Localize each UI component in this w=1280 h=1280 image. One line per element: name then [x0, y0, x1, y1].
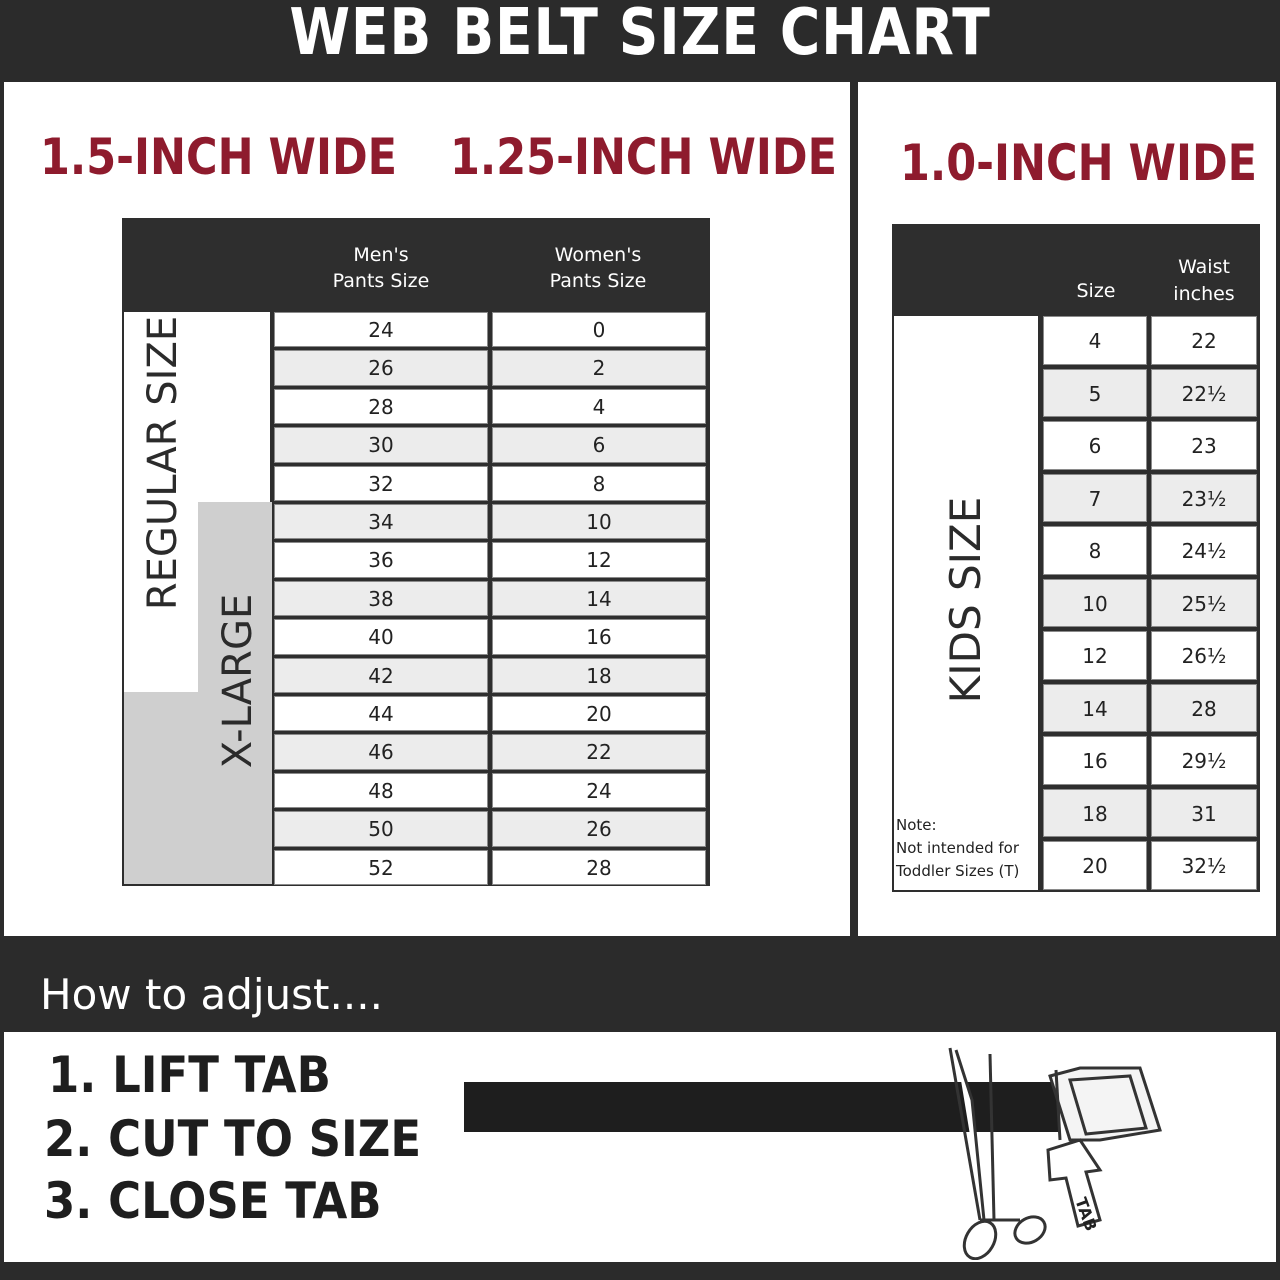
- mens-size-cell: 28: [274, 389, 488, 424]
- page-title: WEB BELT SIZE CHART: [289, 0, 991, 70]
- buckle-icon: [1050, 1068, 1160, 1140]
- womens-size-cell: 0: [492, 312, 706, 347]
- step-2: 2. CUT TO SIZE: [44, 1110, 422, 1168]
- table-row: [272, 850, 710, 885]
- kids-size-cell: 6: [1043, 421, 1147, 470]
- mens-size-cell: 52: [274, 850, 488, 885]
- mens-header: Men's Pants Size: [332, 244, 430, 292]
- kids-waist-cell: 25½: [1151, 579, 1257, 628]
- regular-size-label: REGULAR SIZE: [140, 315, 186, 611]
- kids-note: Note: Not intended for Toddler Sizes (T): [896, 816, 1020, 880]
- womens-size-cell: 4: [492, 389, 706, 424]
- womens-size-cell: 16: [492, 619, 706, 654]
- womens-size-cell: 2: [492, 350, 706, 385]
- kids-size-cell: 5: [1043, 369, 1147, 418]
- womens-size-cell: 22: [492, 734, 706, 769]
- tab-label: TAB: [1071, 1194, 1101, 1234]
- table-row: [272, 811, 710, 846]
- kids-size-cell: 12: [1043, 631, 1147, 680]
- table-row: [272, 734, 710, 769]
- womens-size-cell: 28: [492, 850, 706, 885]
- mens-size-cell: 30: [274, 427, 488, 462]
- table-row: [1040, 369, 1260, 418]
- womens-size-cell: 24: [492, 773, 706, 808]
- table-row: [1040, 579, 1260, 628]
- table-row: [272, 427, 710, 462]
- kids-waist-cell: 32½: [1151, 841, 1257, 890]
- mens-size-cell: 26: [274, 350, 488, 385]
- kids-waist-cell: 28: [1151, 684, 1257, 733]
- table-row: [1040, 841, 1260, 890]
- table-row: [1040, 789, 1260, 838]
- kids-size-cell: 18: [1043, 789, 1147, 838]
- mens-size-cell: 32: [274, 466, 488, 501]
- kids-waist-header: Waist inches: [1173, 256, 1235, 305]
- womens-size-cell: 20: [492, 696, 706, 731]
- kids-size-cell: 14: [1043, 684, 1147, 733]
- mens-size-cell: 48: [274, 773, 488, 808]
- kids-waist-cell: 23: [1151, 421, 1257, 470]
- mens-size-cell: 36: [274, 542, 488, 577]
- kids-size-cell: 20: [1043, 841, 1147, 890]
- mens-size-cell: 50: [274, 811, 488, 846]
- mens-size-cell: 46: [274, 734, 488, 769]
- mens-size-cell: 42: [274, 658, 488, 693]
- table-row: [1040, 316, 1260, 365]
- table-row: [1040, 631, 1260, 680]
- step-1: 1. LIFT TAB: [48, 1046, 331, 1104]
- width-heading-1-0: 1.0-INCH WIDE: [900, 134, 1258, 192]
- scissors-icon: [950, 1048, 1050, 1260]
- kids-waist-cell: 31: [1151, 789, 1257, 838]
- kids-waist-cell: 29½: [1151, 736, 1257, 785]
- table-row: [272, 466, 710, 501]
- mens-size-cell: 44: [274, 696, 488, 731]
- kids-rows: [1040, 314, 1260, 892]
- kids-waist-cell: 26½: [1151, 631, 1257, 680]
- table-row: [272, 312, 710, 347]
- table-row: [272, 658, 710, 693]
- kids-size-header: Size: [1076, 280, 1116, 302]
- mens-size-cell: 24: [274, 312, 488, 347]
- table-row: [1040, 684, 1260, 733]
- table-row: [272, 504, 710, 539]
- adult-rows: [272, 310, 710, 886]
- kids-size-cell: 10: [1043, 579, 1147, 628]
- table-row: [272, 389, 710, 424]
- kids-size-cell: 16: [1043, 736, 1147, 785]
- kids-waist-cell: 23½: [1151, 474, 1257, 523]
- table-row: [272, 619, 710, 654]
- width-heading-1-5: 1.5-INCH WIDE: [40, 128, 398, 186]
- womens-size-cell: 18: [492, 658, 706, 693]
- table-row: [272, 696, 710, 731]
- kids-size-cell: 7: [1043, 474, 1147, 523]
- table-row: [1040, 421, 1260, 470]
- table-row: [272, 773, 710, 808]
- xlarge-label: X-LARGE: [215, 593, 261, 769]
- table-row: [272, 542, 710, 577]
- womens-size-cell: 8: [492, 466, 706, 501]
- kids-waist-cell: 24½: [1151, 526, 1257, 575]
- mens-size-cell: 34: [274, 504, 488, 539]
- table-row: [1040, 474, 1260, 523]
- mens-size-cell: 40: [274, 619, 488, 654]
- womens-size-cell: 10: [492, 504, 706, 539]
- womens-size-cell: 14: [492, 581, 706, 616]
- kids-size-label: KIDS SIZE: [941, 496, 990, 704]
- womens-size-cell: 12: [492, 542, 706, 577]
- mens-size-cell: 38: [274, 581, 488, 616]
- belt-illustration: [460, 1040, 1180, 1260]
- adjust-heading: How to adjust....: [40, 970, 383, 1019]
- womens-header: Women's Pants Size: [549, 244, 647, 292]
- belt-strap: [464, 1082, 984, 1132]
- table-row: [272, 581, 710, 616]
- table-row: [272, 350, 710, 385]
- kids-waist-cell: 22½: [1151, 369, 1257, 418]
- kids-waist-cell: 22: [1151, 316, 1257, 365]
- kids-size-cell: 8: [1043, 526, 1147, 575]
- step-3: 3. CLOSE TAB: [44, 1172, 382, 1230]
- table-row: [1040, 736, 1260, 785]
- kids-size-cell: 4: [1043, 316, 1147, 365]
- table-row: [1040, 526, 1260, 575]
- womens-size-cell: 6: [492, 427, 706, 462]
- width-heading-1-25: 1.25-INCH WIDE: [450, 128, 837, 186]
- womens-size-cell: 26: [492, 811, 706, 846]
